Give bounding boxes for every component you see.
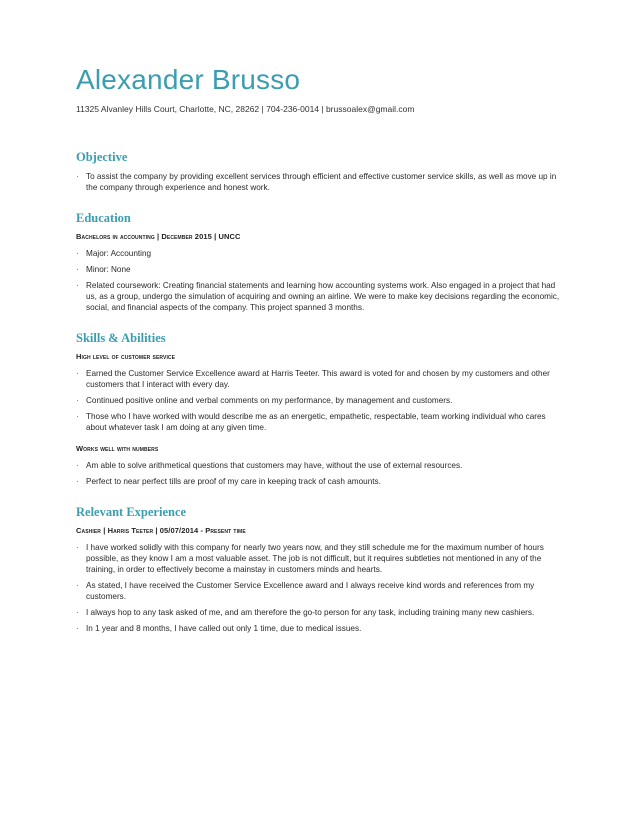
experience-title: Relevant Experience <box>76 505 187 519</box>
list-item: · Am able to solve arithmetical questions that customers may have, without the use of external resources. <box>76 461 463 470</box>
education-title: Education <box>76 211 131 225</box>
objective-section <box>76 150 566 193</box>
list-item: · Perfect to near perfect tills are proof of my care in keeping track of cash amounts. <box>76 477 381 486</box>
bullet-icon: · <box>76 624 79 633</box>
bullet-icon: · <box>76 608 79 617</box>
skills-title: Skills & Abilities <box>76 331 166 345</box>
list-item: · Minor: None <box>76 265 131 274</box>
education-section <box>76 211 566 313</box>
objective-title: Objective <box>76 150 128 164</box>
list-item: · To assist the company by providing excellent services through efficient and effective customer service skills, as well as move up in the company through experience and honest work. <box>76 172 557 192</box>
experience-subheading: Cashier | Harris Teeter | 05/07/2014 - Present time <box>76 526 246 535</box>
list-item: · I always hop to any task asked of me, and am therefore the go-to person for any task, including training many new cashiers. <box>76 608 535 617</box>
bullet-icon: · <box>76 477 79 486</box>
bullet-icon: · <box>76 461 79 470</box>
skills-subheading-customer-service: High level of customer service <box>76 352 176 361</box>
candidate-name: Alexander Brusso <box>76 64 301 95</box>
bullet-icon: · <box>76 249 79 258</box>
bullet-icon: · <box>76 369 79 378</box>
list-item: · Continued positive online and verbal comments on my performance, by management and customers. <box>76 396 453 405</box>
bullet-icon: · <box>76 172 79 181</box>
skills-section <box>76 331 566 487</box>
bullet-icon: · <box>76 412 79 421</box>
skills-subheading-numbers: Works well with numbers <box>76 444 159 453</box>
skills-list-numbers <box>76 460 566 487</box>
list-item: · Earned the Customer Service Excellence award at Harris Teeter. This award is voted for and chosen by my customers and other customers that I interact with every day. <box>76 369 550 389</box>
list-item: · In 1 year and 8 months, I have called out only 1 time, due to medical issues. <box>76 624 362 633</box>
list-item: · As stated, I have received the Customer Service Excellence award and I always receive kind words and references from my customers. <box>76 581 535 601</box>
bullet-icon: · <box>76 265 79 274</box>
list-item: · Those who I have worked with would describe me as an energetic, empathetic, respectable, team working individual who cares about whatever task I am doing at any given time. <box>76 412 546 432</box>
bullet-icon: · <box>76 543 79 552</box>
resume-content <box>76 150 566 652</box>
objective-list <box>76 171 566 193</box>
education-list <box>76 248 566 313</box>
bullet-icon: · <box>76 396 79 405</box>
education-subheading: Bachelors in accounting | December 2015 | UNCC <box>76 232 241 241</box>
skills-list-customer-service <box>76 368 566 433</box>
contact-line: 11325 Alvanley Hills Court, Charlotte, NC, 28262 | 704-236-0014 | brussoalex@gmail.com <box>76 104 415 114</box>
list-item: · I have worked solidly with this company for nearly two years now, and they still schedule me for the maximum number of hours possible, as they know I am a most valuable asset. The job is not difficult, but it requires subtleties not mentioned in any of the training, in order to effectively become a mainstay in customers minds and hearts. <box>76 543 544 574</box>
list-item: · Related coursework: Creating financial statements and learning how accounting systems work. Also engaged in a project that had us, as a group, undergo the simulation of acquiring and owning an airline. We were to make key decisions regarding the economic, social, and financial aspects of the company. This project spanned 3 months. <box>76 281 560 312</box>
experience-list <box>76 542 566 634</box>
bullet-icon: · <box>76 581 79 590</box>
experience-section <box>76 505 566 634</box>
list-item: · Major: Accounting <box>76 249 152 258</box>
bullet-icon: · <box>76 281 79 290</box>
